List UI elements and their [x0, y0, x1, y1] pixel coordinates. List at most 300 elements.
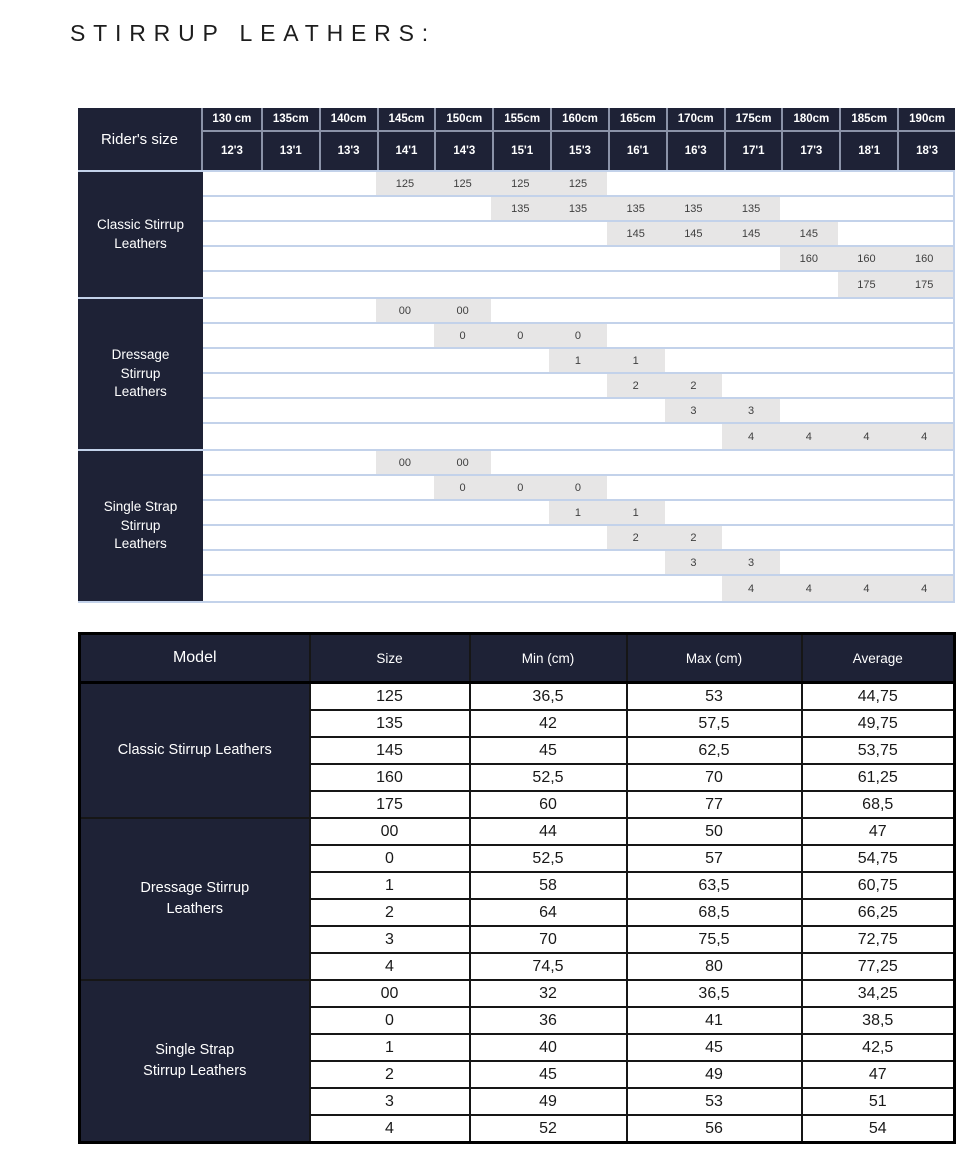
size-cell	[549, 272, 607, 297]
size-value-cell: 4	[780, 424, 838, 449]
size-cell	[549, 399, 607, 422]
size-cell	[318, 349, 376, 372]
model-cell	[80, 818, 310, 980]
size-cell	[261, 451, 319, 474]
size-cell	[434, 424, 492, 449]
size-cell	[895, 501, 953, 524]
size-cell	[261, 222, 319, 245]
value-cell: 74,5	[470, 953, 627, 980]
size-cell	[434, 526, 492, 549]
value-cell: 4	[310, 1115, 470, 1143]
size-cell	[491, 451, 549, 474]
size-cell	[780, 349, 838, 372]
size-cell	[780, 476, 838, 499]
table-row	[80, 980, 955, 1007]
value-cell: 68,5	[802, 791, 955, 818]
size-value-cell: 135	[665, 197, 723, 220]
size-row	[203, 451, 953, 476]
size-value-cell: 00	[434, 299, 492, 322]
cm-header-cell: 150cm	[434, 108, 492, 130]
size-row	[203, 476, 953, 501]
table-row	[80, 683, 955, 711]
size-cell	[491, 424, 549, 449]
section-label-line: Leathers	[114, 384, 167, 400]
section-label-line: Leathers	[114, 536, 167, 552]
size-cell	[491, 272, 549, 297]
size-cell	[549, 551, 607, 574]
size-cell	[434, 576, 492, 601]
model-label-line: Single Strap	[155, 1041, 235, 1058]
size-cell	[607, 247, 665, 270]
size-cell	[549, 576, 607, 601]
hands-header-cell: 18'3	[897, 132, 955, 170]
size-cell	[665, 349, 723, 372]
size-cell	[203, 197, 261, 220]
size-cell	[665, 172, 723, 195]
measurement-table-body	[80, 683, 955, 1143]
size-cell	[261, 424, 319, 449]
size-chart-body	[78, 170, 955, 603]
size-cell	[434, 222, 492, 245]
size-row	[203, 197, 953, 222]
model-label-line: Leathers	[166, 901, 223, 917]
value-cell: 57	[627, 845, 802, 872]
size-value-cell: 0	[491, 324, 549, 347]
size-cell	[318, 399, 376, 422]
size-cell	[318, 172, 376, 195]
size-value-cell: 4	[895, 424, 953, 449]
size-chart-section	[78, 299, 955, 451]
size-value-cell: 160	[838, 247, 896, 270]
cm-header-cell: 135cm	[261, 108, 319, 130]
measurement-table-head	[80, 634, 955, 683]
size-cell	[318, 501, 376, 524]
size-value-cell: 0	[549, 476, 607, 499]
section-rows	[203, 172, 955, 297]
size-cell	[722, 172, 780, 195]
size-cell	[722, 349, 780, 372]
size-cell	[838, 299, 896, 322]
hands-header-cell: 13'1	[261, 132, 319, 170]
value-cell: 49	[470, 1088, 627, 1115]
size-value-cell: 145	[665, 222, 723, 245]
hands-header-cell: 17'3	[781, 132, 839, 170]
size-value-cell: 4	[838, 424, 896, 449]
value-cell: 36	[470, 1007, 627, 1034]
size-value-cell: 3	[665, 551, 723, 574]
size-cell	[780, 197, 838, 220]
size-cell	[895, 399, 953, 422]
size-value-cell: 125	[376, 172, 434, 195]
size-cell	[780, 501, 838, 524]
value-cell: 4	[310, 953, 470, 980]
size-row	[203, 551, 953, 576]
size-row	[203, 424, 953, 449]
cm-header-cell: 145cm	[377, 108, 435, 130]
size-cell	[203, 526, 261, 549]
value-cell: 45	[470, 737, 627, 764]
size-cell	[607, 476, 665, 499]
size-cell	[376, 551, 434, 574]
size-cell	[722, 501, 780, 524]
size-cell	[780, 526, 838, 549]
size-cell	[549, 451, 607, 474]
size-cell	[261, 374, 319, 397]
section-rows	[203, 451, 955, 601]
size-value-cell: 160	[780, 247, 838, 270]
size-cell	[549, 299, 607, 322]
measurement-table	[78, 632, 956, 1144]
size-cell	[318, 451, 376, 474]
section-label	[78, 172, 203, 297]
size-cell	[895, 374, 953, 397]
value-cell: 54	[802, 1115, 955, 1143]
column-header-min-cm: Min (cm)	[470, 634, 627, 683]
size-cell	[491, 551, 549, 574]
size-value-cell: 00	[376, 299, 434, 322]
section-label-line: Classic Stirrup	[96, 216, 185, 232]
size-cell	[318, 551, 376, 574]
size-cell	[607, 576, 665, 601]
size-cell	[491, 526, 549, 549]
value-cell: 53	[627, 683, 802, 711]
size-value-cell: 175	[895, 272, 953, 297]
size-chart-section	[78, 451, 955, 603]
hands-header-cell: 15'1	[492, 132, 550, 170]
size-cell	[780, 299, 838, 322]
size-chart-column-headers	[203, 108, 955, 170]
size-cell	[665, 247, 723, 270]
model-label-line: Classic Stirrup Leathers	[117, 741, 272, 758]
size-cell	[376, 526, 434, 549]
size-cell	[665, 299, 723, 322]
size-value-cell: 4	[722, 424, 780, 449]
size-value-cell: 160	[895, 247, 953, 270]
size-cell	[261, 197, 319, 220]
section-label-line: Dressage	[111, 346, 170, 362]
size-cell	[318, 424, 376, 449]
size-cell	[261, 399, 319, 422]
size-cell	[607, 399, 665, 422]
size-cell	[434, 197, 492, 220]
size-cell	[203, 501, 261, 524]
size-cell	[722, 476, 780, 499]
size-row	[203, 576, 953, 601]
size-cell	[261, 272, 319, 297]
cm-header-cell: 175cm	[724, 108, 782, 130]
size-row	[203, 526, 953, 551]
value-cell: 49,75	[802, 710, 955, 737]
hands-header-cell: 17'1	[724, 132, 782, 170]
size-cell	[722, 374, 780, 397]
section-label-line: Single Strap	[103, 498, 178, 514]
value-cell: 77	[627, 791, 802, 818]
size-cell	[549, 526, 607, 549]
size-cell	[434, 374, 492, 397]
value-cell: 36,5	[627, 980, 802, 1007]
size-cell	[261, 324, 319, 347]
size-value-cell: 145	[780, 222, 838, 245]
size-cell	[203, 247, 261, 270]
size-cell	[491, 222, 549, 245]
size-cell	[722, 247, 780, 270]
size-cell	[607, 424, 665, 449]
hands-header-cell: 16'3	[666, 132, 724, 170]
size-cell	[780, 374, 838, 397]
section-label-line: Leathers	[114, 235, 167, 251]
column-header-max-cm: Max (cm)	[627, 634, 802, 683]
size-cell	[203, 222, 261, 245]
size-cell	[895, 172, 953, 195]
size-cell	[203, 576, 261, 601]
value-cell: 44	[470, 818, 627, 845]
size-cell	[434, 501, 492, 524]
size-cell	[838, 324, 896, 347]
size-cell	[780, 451, 838, 474]
size-cell	[491, 374, 549, 397]
hands-header-cell: 16'1	[608, 132, 666, 170]
size-cell	[549, 374, 607, 397]
size-cell	[665, 424, 723, 449]
measurement-header-row	[80, 634, 955, 683]
size-row	[203, 501, 953, 526]
size-cell	[203, 399, 261, 422]
size-cell	[261, 526, 319, 549]
size-value-cell: 135	[607, 197, 665, 220]
size-value-cell: 175	[838, 272, 896, 297]
size-value-cell: 4	[838, 576, 896, 601]
size-cell	[665, 451, 723, 474]
size-cell	[549, 222, 607, 245]
section-label	[78, 299, 203, 449]
size-cell	[722, 451, 780, 474]
value-cell: 0	[310, 1007, 470, 1034]
size-cell	[895, 324, 953, 347]
size-value-cell: 2	[607, 374, 665, 397]
size-cell	[434, 247, 492, 270]
value-cell: 42	[470, 710, 627, 737]
size-cell	[203, 299, 261, 322]
value-cell: 2	[310, 1061, 470, 1088]
size-cell	[203, 476, 261, 499]
size-cell	[261, 247, 319, 270]
size-cell	[838, 551, 896, 574]
size-value-cell: 3	[722, 551, 780, 574]
size-value-cell: 4	[722, 576, 780, 601]
value-cell: 68,5	[627, 899, 802, 926]
size-value-cell: 145	[722, 222, 780, 245]
value-cell: 61,25	[802, 764, 955, 791]
size-value-cell: 0	[434, 324, 492, 347]
value-cell: 00	[310, 818, 470, 845]
size-row	[203, 349, 953, 374]
size-cell	[376, 197, 434, 220]
hands-header-cell: 14'1	[377, 132, 435, 170]
size-value-cell: 4	[780, 576, 838, 601]
value-cell: 40	[470, 1034, 627, 1061]
size-row	[203, 222, 953, 247]
value-cell: 47	[802, 1061, 955, 1088]
size-cell	[838, 399, 896, 422]
value-cell: 70	[470, 926, 627, 953]
size-cell	[549, 424, 607, 449]
size-row	[203, 247, 953, 272]
size-cell	[665, 324, 723, 347]
size-cell	[203, 172, 261, 195]
size-cell	[376, 424, 434, 449]
value-cell: 66,25	[802, 899, 955, 926]
size-cell	[491, 501, 549, 524]
value-cell: 45	[470, 1061, 627, 1088]
value-cell: 54,75	[802, 845, 955, 872]
size-cell	[434, 551, 492, 574]
size-cell	[203, 374, 261, 397]
page-title: STIRRUP LEATHERS:	[70, 20, 436, 46]
cm-header-row	[203, 108, 955, 132]
value-cell: 45	[627, 1034, 802, 1061]
size-cell	[203, 324, 261, 347]
value-cell: 64	[470, 899, 627, 926]
cm-header-cell: 180cm	[781, 108, 839, 130]
size-cell	[376, 399, 434, 422]
size-chart-section	[78, 172, 955, 299]
size-value-cell: 0	[434, 476, 492, 499]
value-cell: 58	[470, 872, 627, 899]
value-cell: 145	[310, 737, 470, 764]
cm-header-cell: 140cm	[319, 108, 377, 130]
size-cell	[318, 299, 376, 322]
size-cell	[434, 272, 492, 297]
size-cell	[780, 172, 838, 195]
value-cell: 57,5	[627, 710, 802, 737]
cm-header-cell: 185cm	[839, 108, 897, 130]
size-value-cell: 2	[607, 526, 665, 549]
size-value-cell: 2	[665, 526, 723, 549]
size-cell	[203, 551, 261, 574]
table-row	[80, 818, 955, 845]
cm-header-cell: 190cm	[897, 108, 955, 130]
size-value-cell: 00	[434, 451, 492, 474]
value-cell: 1	[310, 1034, 470, 1061]
hands-header-row	[203, 132, 955, 170]
value-cell: 80	[627, 953, 802, 980]
size-cell	[895, 349, 953, 372]
size-value-cell: 1	[607, 349, 665, 372]
value-cell: 77,25	[802, 953, 955, 980]
size-cell	[607, 324, 665, 347]
value-cell: 34,25	[802, 980, 955, 1007]
size-value-cell: 4	[895, 576, 953, 601]
value-cell: 175	[310, 791, 470, 818]
size-cell	[261, 349, 319, 372]
size-cell	[838, 349, 896, 372]
size-cell	[607, 272, 665, 297]
column-header-model: Model	[80, 634, 310, 683]
size-cell	[838, 526, 896, 549]
size-cell	[261, 172, 319, 195]
size-cell	[261, 576, 319, 601]
size-cell	[607, 551, 665, 574]
value-cell: 125	[310, 683, 470, 711]
section-label	[78, 451, 203, 601]
rider-size-chart	[78, 108, 955, 603]
cm-header-cell: 160cm	[550, 108, 608, 130]
size-cell	[895, 451, 953, 474]
value-cell: 2	[310, 899, 470, 926]
size-cell	[376, 272, 434, 297]
size-cell	[838, 501, 896, 524]
size-cell	[376, 501, 434, 524]
size-cell	[780, 551, 838, 574]
size-cell	[549, 247, 607, 270]
size-row	[203, 299, 953, 324]
size-value-cell: 0	[549, 324, 607, 347]
size-cell	[318, 324, 376, 347]
model-cell	[80, 980, 310, 1143]
value-cell: 3	[310, 1088, 470, 1115]
value-cell: 60	[470, 791, 627, 818]
value-cell: 62,5	[627, 737, 802, 764]
value-cell: 52,5	[470, 764, 627, 791]
column-header-average: Average	[802, 634, 955, 683]
model-cell	[80, 683, 310, 819]
cm-header-cell: 155cm	[492, 108, 550, 130]
size-cell	[203, 349, 261, 372]
value-cell: 75,5	[627, 926, 802, 953]
size-cell	[318, 272, 376, 297]
size-cell	[376, 324, 434, 347]
size-value-cell: 3	[665, 399, 723, 422]
value-cell: 41	[627, 1007, 802, 1034]
size-row	[203, 324, 953, 349]
size-cell	[607, 299, 665, 322]
value-cell: 38,5	[802, 1007, 955, 1034]
value-cell: 3	[310, 926, 470, 953]
hands-header-cell: 12'3	[203, 132, 261, 170]
size-cell	[722, 272, 780, 297]
size-cell	[722, 299, 780, 322]
value-cell: 56	[627, 1115, 802, 1143]
value-cell: 49	[627, 1061, 802, 1088]
value-cell: 52	[470, 1115, 627, 1143]
size-value-cell: 1	[549, 349, 607, 372]
size-value-cell: 1	[607, 501, 665, 524]
size-value-cell: 145	[607, 222, 665, 245]
value-cell: 47	[802, 818, 955, 845]
value-cell: 51	[802, 1088, 955, 1115]
hands-header-cell: 14'3	[434, 132, 492, 170]
size-value-cell: 125	[434, 172, 492, 195]
size-cell	[722, 526, 780, 549]
size-cell	[780, 324, 838, 347]
size-cell	[780, 272, 838, 297]
hands-header-cell: 18'1	[839, 132, 897, 170]
cm-header-cell: 170cm	[666, 108, 724, 130]
hands-header-cell: 13'3	[319, 132, 377, 170]
size-cell	[434, 399, 492, 422]
size-cell	[491, 349, 549, 372]
section-label-line: Stirrup	[120, 365, 161, 381]
section-rows	[203, 299, 955, 449]
size-cell	[895, 222, 953, 245]
size-cell	[261, 299, 319, 322]
size-cell	[491, 299, 549, 322]
riders-size-header-cell: Rider's size	[78, 108, 203, 170]
model-label-line: Stirrup Leathers	[143, 1063, 247, 1079]
value-cell: 72,75	[802, 926, 955, 953]
size-cell	[895, 476, 953, 499]
size-value-cell: 1	[549, 501, 607, 524]
